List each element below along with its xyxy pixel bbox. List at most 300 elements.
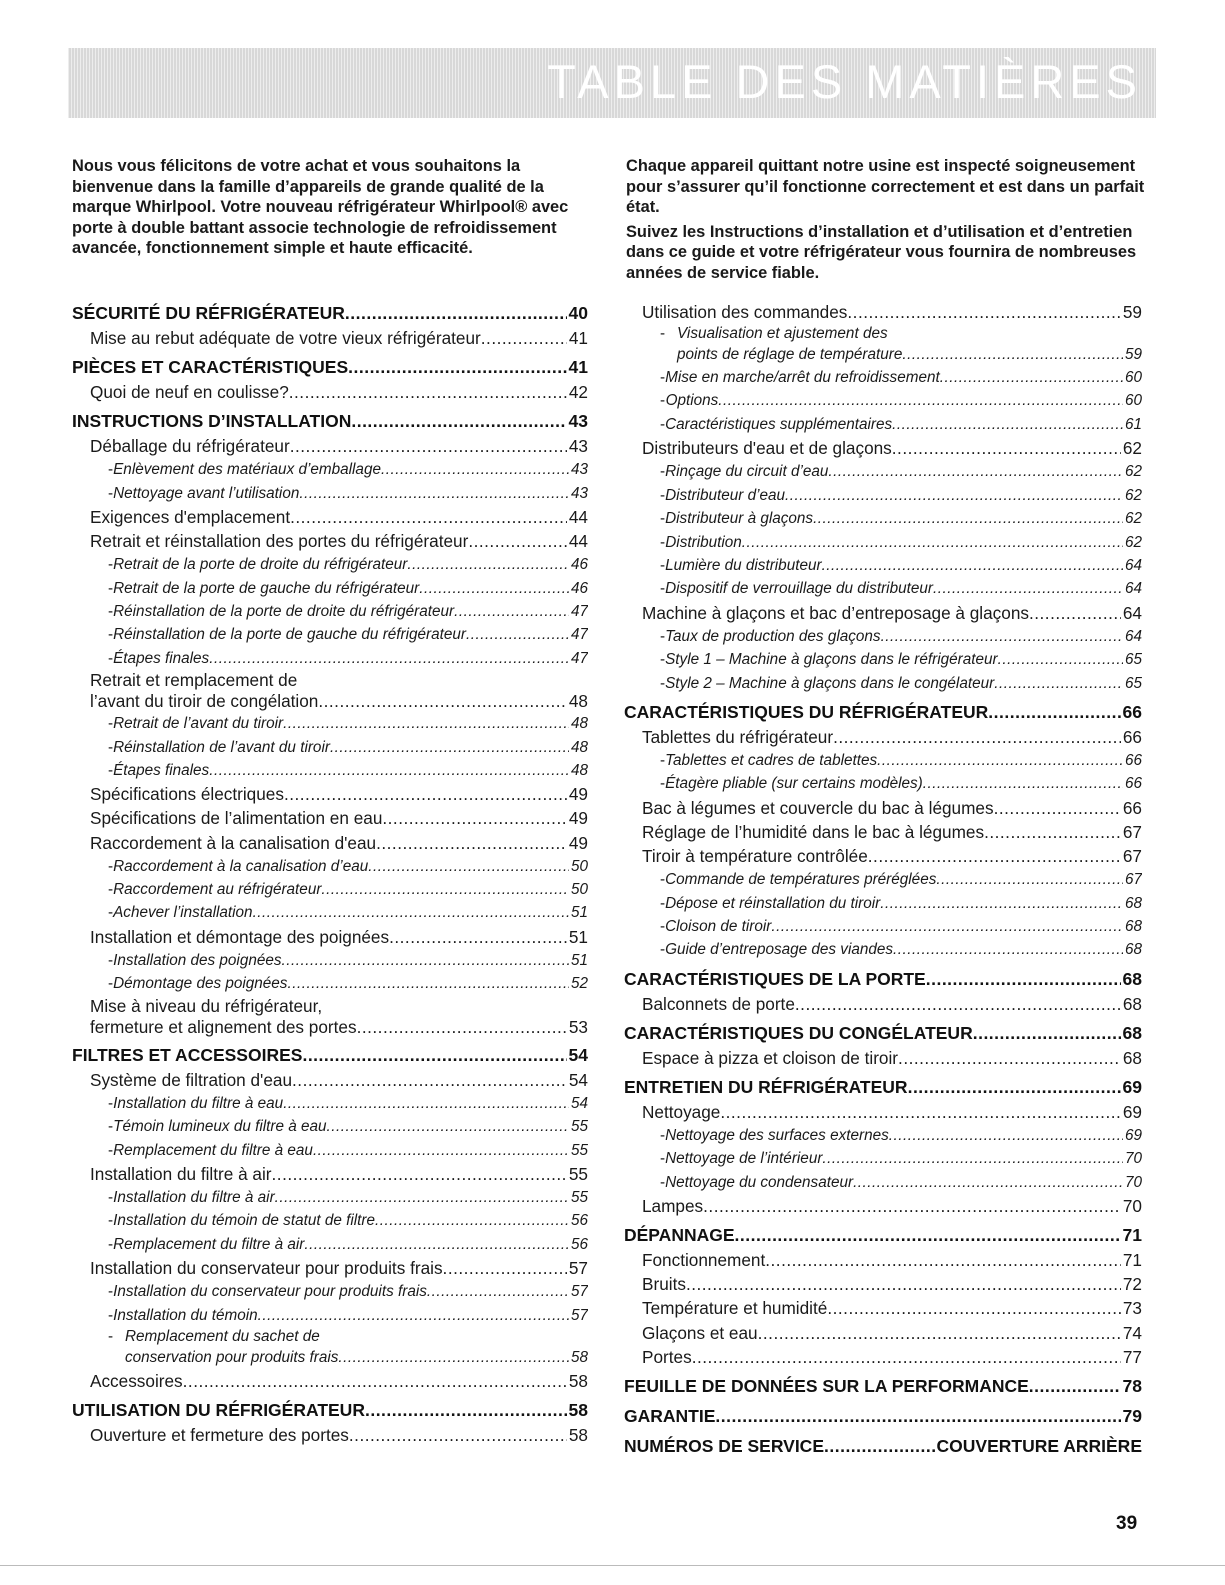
toc-entry-title: Quoi de neuf en coulisse? (90, 382, 289, 403)
toc-entry-title: Lumière du distributeur (665, 556, 822, 574)
dot-leader (926, 966, 1121, 992)
dot-leader (828, 460, 1123, 483)
toc-entry-title-continued: conservation pour produits frais (125, 1349, 339, 1367)
toc-page-number: 43 (570, 461, 588, 479)
toc-entry-title: Distribution (665, 533, 742, 551)
toc-entry-title: Étapes finales (113, 649, 210, 667)
toc-page-number: 49 (568, 808, 588, 829)
dot-leader (376, 831, 567, 855)
toc-entry-title: Rinçage du circuit d’eau (665, 463, 829, 481)
dot-leader (893, 938, 1123, 961)
toc-subentry (624, 648, 1142, 671)
toc-subentry (72, 1280, 588, 1303)
toc-entry-title: Commande de températures préréglées (665, 871, 937, 889)
toc-subentry (72, 1186, 588, 1209)
toc-entry-title: Dépose et réinstallation du tiroir (665, 894, 881, 912)
toc-page-number: 54 (570, 1094, 588, 1112)
toc-entry-title: Démontage des poignées (113, 975, 288, 993)
toc-subentry (624, 1171, 1142, 1194)
toc-page-number: 66 (1122, 726, 1142, 747)
dot-leader (283, 1092, 569, 1115)
toc-page-number: 49 (568, 832, 588, 853)
toc-entry (624, 300, 1142, 324)
dash-marker: - (660, 917, 666, 935)
toc-page-number: 60 (1124, 392, 1142, 410)
dot-leader (994, 796, 1121, 820)
toc-page-number: 56 (570, 1235, 588, 1253)
toc-entry (72, 996, 588, 1038)
dash-marker: - (108, 579, 114, 597)
toc-entry (624, 820, 1142, 844)
toc-subentry (624, 772, 1142, 795)
dot-leader (209, 759, 569, 782)
dash-marker: - (108, 626, 114, 644)
dash-marker: - (108, 649, 114, 667)
toc-entry (72, 326, 588, 350)
dot-leader (908, 1074, 1121, 1100)
toc-subentry (624, 460, 1142, 483)
toc-page-number: 70 (1124, 1150, 1142, 1168)
toc-entry (72, 529, 588, 553)
dot-leader (466, 623, 569, 646)
toc-page-number: 79 (1122, 1405, 1142, 1426)
toc-page-number: 44 (568, 507, 588, 528)
dot-leader (758, 1321, 1121, 1345)
dot-leader (892, 436, 1121, 460)
dot-leader (253, 901, 569, 924)
toc-page-number: 48 (568, 691, 588, 712)
dot-leader (345, 300, 567, 326)
toc-section-heading (624, 1020, 1142, 1046)
dash-marker: - (660, 651, 666, 669)
dot-leader (302, 1042, 566, 1068)
toc-page-number: 46 (570, 579, 588, 597)
toc-subentry (624, 413, 1142, 436)
toc-entry-title: Raccordement au réfrigérateur (113, 881, 322, 899)
dash-marker: - (660, 941, 666, 959)
dash-marker: - (108, 1235, 114, 1253)
toc-entry-title: CARACTÉRISTIQUES DE LA PORTE (624, 968, 926, 989)
dot-leader (287, 972, 569, 995)
toc-subentry (624, 672, 1142, 695)
dash-marker: - (660, 533, 666, 551)
toc-entry-title-continued: points de réglage de température (677, 346, 903, 364)
toc-entry-line (90, 690, 588, 712)
toc-entry-title: INSTRUCTIONS D’INSTALLATION (72, 411, 352, 432)
toc-page-number: 58 (570, 1349, 588, 1367)
toc-entry-title: Distributeur à glaçons (665, 510, 814, 528)
toc-entry-title: Installation du filtre à eau (113, 1094, 284, 1112)
toc-subentry (624, 868, 1142, 891)
toc-entry-title: Distributeur d’eau (665, 486, 785, 504)
toc-page-number: 64 (1124, 580, 1142, 598)
dot-leader (742, 531, 1123, 554)
dot-leader (299, 482, 569, 505)
dot-leader (292, 1068, 567, 1092)
toc-page-number: 48 (570, 715, 588, 733)
toc-subentry (624, 625, 1142, 648)
toc-entry-title: Balconnets de porte (642, 993, 795, 1014)
toc-subentry (624, 938, 1142, 961)
toc-page-number: 67 (1124, 871, 1142, 889)
toc-entry-title: Guide d’entreposage des viandes (665, 941, 894, 959)
toc-page-number: 41 (568, 357, 588, 378)
toc-entry-title: PIÈCES ET CARACTÉRISTIQUES (72, 357, 349, 378)
toc-entry-title: Retrait et remplacement de (90, 670, 298, 691)
dot-leader (1029, 601, 1121, 625)
dot-leader (973, 1020, 1121, 1046)
intro-quality (626, 156, 1146, 284)
dash-marker: - (108, 857, 114, 875)
toc-page-number: 59 (1122, 302, 1142, 322)
dot-leader (282, 949, 569, 972)
dot-leader (1029, 1373, 1121, 1399)
dash-marker: - (108, 951, 114, 969)
dash-marker: - (660, 871, 666, 889)
dot-leader (419, 577, 569, 600)
dot-leader (381, 458, 569, 481)
toc-subentry (624, 507, 1142, 530)
toc-section-heading (72, 1042, 588, 1068)
dot-leader (382, 806, 567, 830)
toc-page-number: 77 (1122, 1346, 1142, 1367)
toc-entry (624, 725, 1142, 749)
toc-entry (72, 670, 588, 712)
dash-marker: - (108, 461, 114, 479)
toc-entry (72, 1068, 588, 1092)
dot-leader (330, 736, 569, 759)
toc-page-number: 68 (1124, 894, 1142, 912)
toc-subentry (624, 554, 1142, 577)
dot-leader (389, 925, 567, 949)
toc-entry-title: Tablettes du réfrigérateur (642, 726, 834, 747)
toc-entry-line (90, 670, 588, 690)
toc-page-number: 54 (568, 1044, 588, 1065)
toc-entry-title: Remplacement du filtre à air (113, 1235, 305, 1253)
toc-page-number: 57 (570, 1306, 588, 1324)
toc-subentry (72, 1304, 588, 1327)
bottom-divider (0, 1565, 1225, 1566)
toc-subentry (72, 600, 588, 623)
intro-welcome (72, 156, 592, 259)
dot-leader (881, 625, 1123, 648)
toc-subentry (624, 484, 1142, 507)
dot-leader (454, 600, 569, 623)
toc-subentry (72, 949, 588, 972)
dash-marker: - (108, 715, 114, 733)
toc-entry-title: Retrait et réinstallation des portes du réfrigérateur (90, 531, 469, 552)
toc-entry-title: Glaçons et eau (642, 1322, 758, 1343)
toc-page-number: 62 (1124, 486, 1142, 504)
dot-leader (718, 389, 1123, 412)
toc-entry (72, 831, 588, 855)
dash-marker: - (108, 1189, 114, 1207)
toc-section-heading (624, 1074, 1142, 1100)
dot-leader (984, 820, 1121, 844)
dot-leader (998, 648, 1123, 671)
toc-section-heading (72, 408, 588, 434)
toc-entry-title: Fonctionnement (642, 1250, 766, 1271)
dot-leader (289, 380, 567, 404)
dot-leader (936, 868, 1123, 891)
dash-marker: - (660, 775, 666, 793)
toc-entry-title: Nettoyage du condensateur (665, 1173, 854, 1191)
toc-page-number: 68 (1124, 941, 1142, 959)
dot-leader (822, 1147, 1123, 1170)
toc-entry-title: GARANTIE (624, 1405, 716, 1426)
toc-subentry (624, 577, 1142, 600)
toc-page-number: 41 (568, 328, 588, 348)
toc-entry-title: Spécifications de l’alimentation en eau (90, 808, 383, 829)
toc-section-heading (72, 300, 588, 326)
dot-leader (313, 1139, 569, 1162)
dot-leader (349, 1423, 567, 1447)
toc-page-number: 69 (1122, 1101, 1142, 1122)
toc-entry-title: Température et humidité (642, 1298, 828, 1319)
toc-page-number: 58 (568, 1425, 588, 1446)
toc-section-heading (72, 354, 588, 380)
dot-leader (283, 712, 569, 735)
dash-marker: - (660, 1126, 666, 1144)
toc-entry-title: CARACTÉRISTIQUES DU CONGÉLATEUR (624, 1022, 973, 1043)
toc-section-heading (624, 966, 1142, 992)
dot-leader (351, 408, 566, 434)
dot-leader (824, 1433, 935, 1459)
dash-marker: - (660, 674, 666, 692)
toc-entry-title: Exigences d'emplacement (90, 507, 291, 528)
dot-leader (183, 1369, 567, 1393)
dot-leader (375, 1209, 569, 1232)
toc-page-number: 68 (1124, 917, 1142, 935)
toc-page-number: 71 (1122, 1250, 1142, 1271)
dash-marker: - (108, 881, 114, 899)
dash-marker: - (108, 1094, 114, 1112)
toc-page-number: 68 (1122, 1022, 1142, 1043)
toc-page-number: 66 (1124, 775, 1142, 793)
toc-entry-title: Déballage du réfrigérateur (90, 436, 290, 457)
toc-entry-title: Installation du témoin (113, 1306, 258, 1324)
dot-leader (940, 366, 1123, 389)
toc-entry-line (108, 1327, 588, 1347)
toc-entry-title: Raccordement à la canalisation d'eau (90, 832, 377, 853)
dot-leader (827, 1296, 1121, 1320)
dash-marker: - (108, 1328, 114, 1346)
toc-subentry (72, 759, 588, 782)
toc-entry-title: Installation du témoin de statut de filtre (113, 1212, 376, 1230)
dash-marker: - (108, 603, 114, 621)
dash-marker: - (108, 1212, 114, 1230)
toc-page-number: 47 (570, 626, 588, 644)
toc-page-number: 47 (570, 603, 588, 621)
toc-entry-title: Espace à pizza et cloison de tiroir (642, 1047, 899, 1068)
toc-subentry (72, 1115, 588, 1138)
toc-page-number: 43 (568, 436, 588, 457)
toc-entry-title: Lampes (642, 1196, 704, 1217)
toc-page-number: 71 (1122, 1225, 1142, 1246)
dot-leader (304, 1233, 569, 1256)
toc-subentry (72, 458, 588, 481)
toc-subentry (72, 482, 588, 505)
dot-leader (765, 1248, 1121, 1272)
toc-entry-title: Retrait de la porte de gauche du réfrigérateur (113, 579, 420, 597)
toc-entry-title: Retrait de la porte de droite du réfrigérateur (113, 556, 408, 574)
toc-entry-title: Style 1 – Machine à glaçons dans le réfrigérateur (665, 651, 998, 669)
toc-page-number: 64 (1124, 556, 1142, 574)
toc-left-column (72, 300, 588, 1447)
toc-subentry (624, 366, 1142, 389)
toc-entry-title: Mise à niveau du réfrigérateur, (90, 995, 323, 1016)
toc-page-number: 51 (568, 926, 588, 947)
toc-entry (624, 1046, 1142, 1070)
dash-marker: - (660, 325, 666, 343)
toc-entry-title: Taux de production des glaçons (665, 627, 881, 645)
toc-page-number: 55 (570, 1141, 588, 1159)
toc-page-number: 62 (1124, 463, 1142, 481)
toc-page-number: 57 (570, 1283, 588, 1301)
toc-entry (624, 1296, 1142, 1320)
toc-page-number: 58 (568, 1400, 588, 1421)
toc-entry-title: Installation du conservateur pour produits frais (113, 1283, 427, 1301)
dot-leader (209, 647, 569, 670)
toc-entry-title: Portes (642, 1346, 692, 1367)
toc-page-number: 49 (568, 784, 588, 805)
toc-page-number: 66 (1122, 701, 1142, 722)
toc-subentry (72, 736, 588, 759)
toc-entry-title: Accessoires (90, 1371, 183, 1392)
toc-entry-title: Style 2 – Machine à glaçons dans le congélateur (665, 674, 995, 692)
toc-entry-line (660, 324, 1142, 344)
dot-leader (338, 1347, 569, 1369)
toc-entry-title: Étapes finales (113, 761, 210, 779)
toc-entry (624, 1248, 1142, 1272)
toc-entry-title-continued: fermeture et alignement des portes (90, 1016, 357, 1037)
dash-marker: - (108, 1118, 114, 1136)
toc-page-number: 70 (1122, 1196, 1142, 1217)
dot-leader (290, 505, 567, 529)
dot-leader (275, 1186, 569, 1209)
toc-entry-title: NUMÉROS DE SERVICE (624, 1435, 824, 1456)
dash-marker: - (660, 369, 666, 387)
toc-page-number: 58 (568, 1371, 588, 1392)
dot-leader (892, 413, 1123, 436)
toc-subentry (72, 901, 588, 924)
dot-leader (735, 1222, 1121, 1248)
toc-entry-title: Installation du filtre à air (113, 1189, 275, 1207)
toc-subentry (72, 855, 588, 878)
dot-leader (847, 300, 1120, 324)
toc-page-number: 61 (1124, 415, 1142, 433)
toc-subentry (72, 553, 588, 576)
dot-leader (327, 1115, 569, 1138)
toc-subentry (72, 577, 588, 600)
toc-entry-title: ENTRETIEN DU RÉFRIGÉRATEUR (624, 1076, 908, 1097)
dash-marker: - (660, 463, 666, 481)
toc-entry-title: Remplacement du sachet de (125, 1328, 320, 1346)
dot-leader (368, 855, 569, 878)
toc-entry (624, 796, 1142, 820)
toc-subentry (72, 972, 588, 995)
toc-page-number: 62 (1124, 510, 1142, 528)
toc-entry-title: Utilisation des commandes (642, 302, 848, 322)
toc-entry-title: Réinstallation de la porte de gauche du réfrigérateur (113, 626, 467, 644)
dot-leader (290, 434, 567, 458)
toc-page-number: 55 (570, 1118, 588, 1136)
toc-page-number: 62 (1122, 438, 1142, 459)
dot-leader (357, 1016, 567, 1038)
dot-leader (258, 1304, 569, 1327)
dot-leader (771, 915, 1123, 938)
toc-entry-title: Mise en marche/arrêt du refroidissement (665, 369, 940, 387)
dot-leader (813, 507, 1123, 530)
toc-page-number: 51 (570, 904, 588, 922)
dot-leader (877, 749, 1123, 772)
dot-leader (692, 1345, 1121, 1369)
dot-leader (443, 1256, 567, 1280)
toc-entry-title: Enlèvement des matériaux d’emballage (113, 461, 381, 479)
page-number: 39 (1116, 1513, 1138, 1534)
toc-page-number: 48 (570, 738, 588, 756)
dash-marker: - (108, 1306, 114, 1324)
toc-page-number: COUVERTURE ARRIÈRE (936, 1435, 1142, 1456)
dot-leader (284, 782, 567, 806)
toc-entry (72, 1423, 588, 1447)
dash-marker: - (660, 392, 666, 410)
toc-section-heading (72, 1397, 588, 1423)
toc-subentry (72, 1209, 588, 1232)
toc-entry-title: Spécifications électriques (90, 784, 284, 805)
toc-section-heading (624, 1433, 1142, 1459)
toc-entry-title: DÉPANNAGE (624, 1225, 735, 1246)
toc-entry-title: Installation du conservateur pour produits frais (90, 1258, 443, 1279)
toc-entry (72, 380, 588, 404)
toc-subentry (72, 712, 588, 735)
toc-subentry (624, 531, 1142, 554)
dot-leader (853, 1171, 1123, 1194)
toc-entry (72, 1162, 588, 1186)
dash-marker: - (108, 738, 114, 756)
dot-leader (720, 1100, 1121, 1124)
toc-entry-title: Mise au rebut adéquate de votre vieux réfrigérateur (90, 328, 481, 348)
toc-entry-title: FILTRES ET ACCESSOIRES (72, 1044, 303, 1065)
dash-marker: - (108, 1141, 114, 1159)
toc-page-number: 51 (570, 951, 588, 969)
dash-marker: - (108, 761, 114, 779)
intro-instructions-text: Suivez les Instructions d’installation et d’utilisation et d’entretien dans ce guide et votre réfrigérateur vous fournira de nombreuses années de service fiable. (626, 222, 1137, 282)
dash-marker: - (660, 510, 666, 528)
dot-leader (715, 1403, 1120, 1429)
toc-entry-title: Installation des poignées (113, 951, 282, 969)
intro-welcome-text: Nous vous félicitons de votre achat et vous souhaitons la bienvenue dans la famille d’appareils de grande qualité de la marque Whirlpool. Votre nouveau réfrigérateur Whirlpool® avec porte à double battant associe technologie de refroidissement avancée, fonctionnement simple et haute efficacité. (72, 157, 569, 258)
toc-subentry (624, 389, 1142, 412)
toc-entry-title: Ouverture et fermeture des portes (90, 1425, 349, 1446)
toc-subentry (624, 915, 1142, 938)
toc-page-number: 66 (1124, 752, 1142, 770)
dot-leader (994, 672, 1123, 695)
dot-leader (703, 1194, 1121, 1218)
toc-page-number: 64 (1124, 627, 1142, 645)
toc-entry-title: Machine à glaçons et bac d’entreposage à glaçons (642, 602, 1029, 623)
dash-marker: - (660, 1173, 666, 1191)
toc-entry-title: Nettoyage de l’intérieur (665, 1150, 823, 1168)
toc-subentry (624, 324, 1142, 366)
toc-page-number: 74 (1122, 1322, 1142, 1343)
toc-entry (72, 806, 588, 830)
toc-entry-title: Retrait de l’avant du tiroir (113, 715, 284, 733)
toc-subentry (72, 623, 588, 646)
toc-page-number: 62 (1124, 533, 1142, 551)
dash-marker: - (660, 894, 666, 912)
intro-inspection-text: Chaque appareil quittant notre usine est inspecté soigneusement pour s’assurer qu’il fonctionne correctement et est dans un parfait état. (626, 157, 1145, 217)
